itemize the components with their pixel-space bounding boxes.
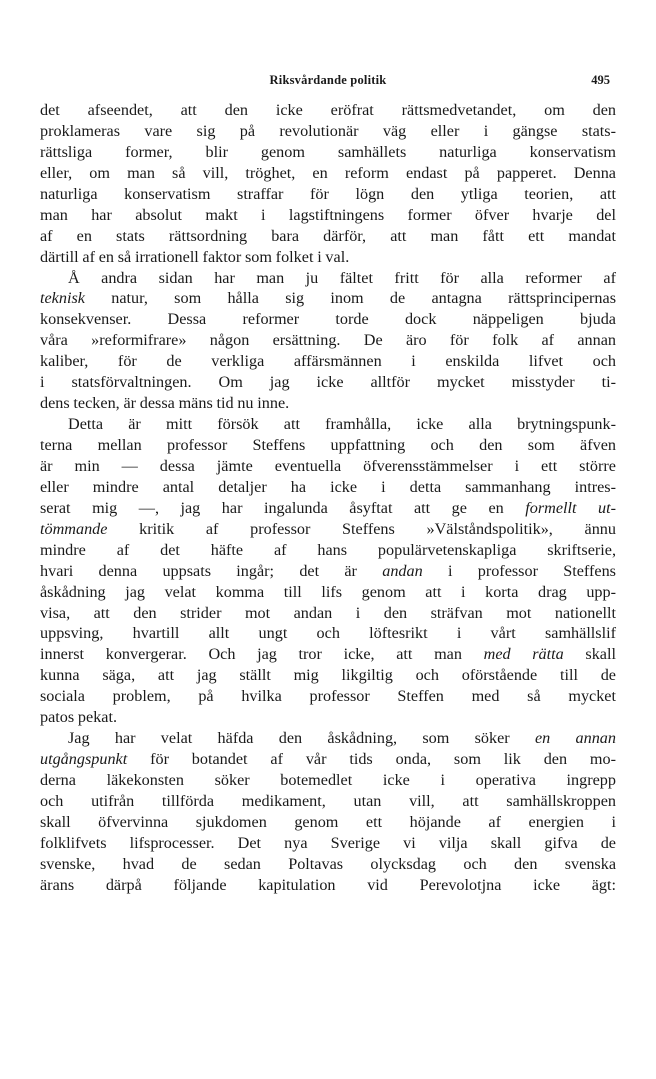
text-line — [40, 665, 616, 686]
text-segment: af en stats rättsordning bara därför, att man fått ett mandat — [40, 226, 616, 245]
text-line — [40, 330, 616, 351]
text-segment: naturliga konservatism straffar för lögn den ytliga teorien, att — [40, 184, 616, 203]
text-segment: derna läkekonsten söker botemedlet icke i operativa ingrepp — [40, 771, 616, 789]
text-line — [40, 770, 616, 791]
text-line — [40, 519, 616, 540]
text-segment: kunna säga, att jag ställt mig likgiltig och oförstående till de — [40, 666, 616, 685]
text-line — [40, 477, 616, 498]
text-segment: i statsförvaltningen. Om jag icke alltför mycket misstyder ti- — [40, 373, 616, 392]
text-line — [40, 205, 616, 226]
body-text — [40, 100, 616, 896]
text-segment: hvari denna uppsats ingår; det är — [40, 561, 383, 580]
text-segment: man har absolut makt i lagstiftningens former öfver hvarje del — [40, 205, 616, 224]
text-segment: i professor Steffens — [422, 561, 616, 580]
text-line — [40, 728, 616, 749]
text-line — [40, 435, 616, 456]
text-line — [40, 247, 616, 268]
text-segment: konsekvenser. Dessa reformer torde dock näppeligen bjuda — [40, 310, 616, 329]
text-line — [40, 812, 616, 833]
text-line — [40, 226, 616, 247]
text-line — [40, 184, 616, 205]
text-line — [40, 121, 616, 142]
text-segment: det afseendet, att den icke eröfrat rättsmedvetandet, om den — [40, 101, 616, 119]
italic-text-segment: formellt ut- — [525, 498, 616, 517]
text-segment: patos pekat. — [40, 708, 118, 727]
text-line — [40, 749, 616, 770]
text-line — [40, 142, 616, 163]
text-line — [40, 854, 616, 875]
text-segment: för botandet af vår tids onda, som lik den mo- — [127, 750, 616, 769]
running-head — [40, 73, 616, 93]
text-line — [40, 561, 616, 582]
italic-text-segment: andan — [382, 561, 423, 580]
text-line — [40, 372, 616, 393]
text-line — [40, 791, 616, 812]
text-segment: och utifrån tillförda medikament, utan vill, att samhällskroppen — [40, 791, 616, 810]
text-line — [40, 582, 616, 603]
text-segment: eller mindre antal detaljer ha icke i detta sammanhang intres- — [40, 477, 616, 496]
text-line — [40, 456, 616, 477]
text-segment: visa, att den strider mot andan i den sträfvan mot nationellt — [40, 603, 616, 622]
text-segment: sociala problem, på hvilka professor Steffen med så mycket — [40, 687, 616, 706]
text-segment: serat mig —, jag har ingalunda åsyftat att ge en — [40, 498, 526, 517]
text-line — [40, 686, 616, 707]
italic-text-segment: en annan — [534, 729, 616, 748]
text-segment: ärans därpå följande kapitulation vid Perevolotjna icke ägt: — [40, 875, 616, 894]
text-segment: Jag har velat häfda den åskådning, som söker — [68, 729, 535, 748]
text-line — [40, 288, 616, 309]
text-line — [40, 603, 616, 624]
text-line — [40, 644, 616, 665]
text-segment: folklifvets lifsprocesser. Det nya Sverige vi vilja skall gifva de — [40, 833, 616, 852]
text-line — [40, 309, 616, 330]
text-segment: proklameras vare sig på revolutionär väg eller i gängse stats- — [40, 121, 616, 140]
text-segment: skall öfvervinna sjukdomen genom ett höjande af energien i — [40, 812, 616, 831]
text-segment: natur, som hålla sig inom de antagna rättsprincipernas — [84, 289, 616, 308]
text-line — [40, 623, 616, 644]
text-line — [40, 100, 616, 121]
text-segment: svenske, hvad de sedan Poltavas olycksdag och den svenska — [40, 854, 616, 873]
italic-text-segment: med rätta — [483, 645, 564, 664]
text-segment: kaliber, för de verkliga affärsmännen i enskilda lifvet och — [40, 352, 616, 371]
text-line — [40, 351, 616, 372]
text-line — [40, 833, 616, 854]
text-line — [40, 414, 616, 435]
text-segment: kritik af professor Steffens »Välståndspolitik», ännu — [107, 519, 616, 538]
text-segment: rättsliga former, blir genom samhällets naturliga konservatism — [40, 142, 616, 161]
text-segment: terna mellan professor Steffens uppfattning och den som äfven — [40, 436, 616, 454]
text-line — [40, 707, 616, 728]
text-segment: mindre af det häfte af hans populärvetenskapliga skriftserie, — [40, 540, 616, 559]
text-segment: våra »reformifrare» någon ersättning. De äro för folk af annan — [40, 331, 616, 350]
text-segment: åskådning jag velat komma till lifs genom att i korta drag upp- — [40, 582, 616, 601]
text-line — [40, 393, 616, 414]
text-segment: uppsving, hvartill allt ungt och löftesrikt i vårt samhällslif — [40, 624, 616, 643]
italic-text-segment: tömmande — [40, 519, 108, 538]
page-number: 495 — [591, 73, 610, 87]
text-segment: är min — dessa jämte eventuella öfverensstämmelser i ett större — [40, 456, 616, 475]
text-segment: Å andra sidan har man ju fältet fritt för alla reformer af — [68, 268, 616, 287]
text-line — [40, 268, 616, 289]
italic-text-segment: utgångspunkt — [40, 750, 128, 769]
text-segment: eller, om man så vill, tröghet, en reform endast på papperet. Denna — [40, 163, 616, 182]
text-segment: Detta är mitt försök att framhålla, icke alla brytningspunk- — [68, 415, 616, 434]
text-segment: dens tecken, är dessa mäns tid nu inne. — [40, 394, 290, 413]
running-title: Riksvårdande politik — [269, 73, 387, 87]
text-line — [40, 498, 616, 519]
text-segment: innerst konvergerar. Och jag tror icke, att man — [40, 645, 484, 664]
text-line — [40, 540, 616, 561]
text-line — [40, 163, 616, 184]
text-segment: därtill af en så irrationell faktor som folket i val. — [40, 247, 350, 266]
italic-text-segment: teknisk — [40, 289, 85, 308]
text-line — [40, 875, 616, 896]
text-segment: skall — [563, 645, 616, 664]
